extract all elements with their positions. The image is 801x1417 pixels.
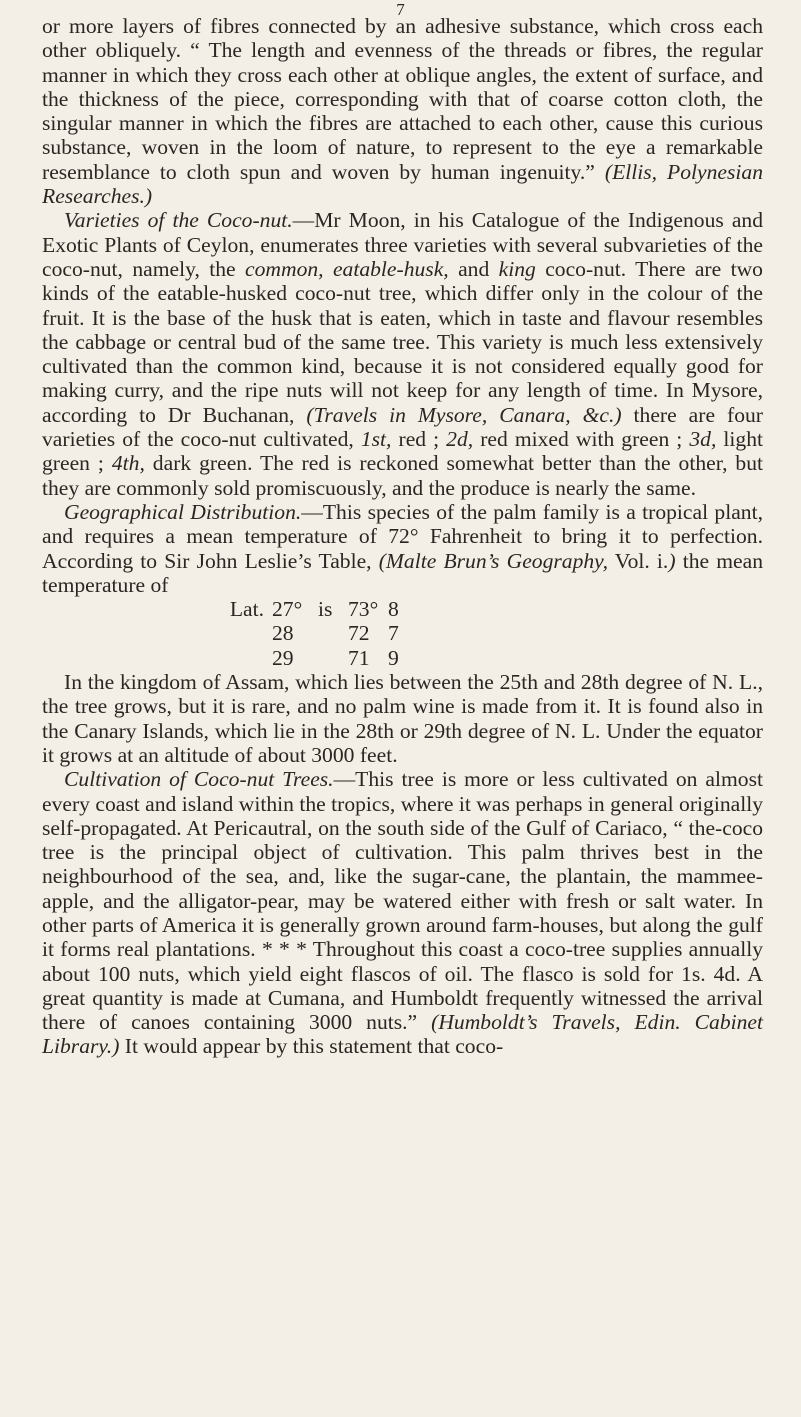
temperature-value: 71 xyxy=(348,645,370,670)
temperature-fraction: 9 xyxy=(388,645,399,670)
distribution-text-b: the mean temperature of xyxy=(42,548,763,597)
temperature-table xyxy=(42,597,763,670)
heading-distribution: Geographical Distribution. xyxy=(64,499,302,524)
body-text xyxy=(42,14,763,1059)
ordinal-2d: 2d, xyxy=(446,427,474,452)
heading-cultivation: Cultivation of Coco-nut Trees. xyxy=(64,767,334,792)
temperature-value: 72 xyxy=(348,621,370,646)
temperature-fraction: 7 xyxy=(388,621,399,646)
page-number: 7 xyxy=(396,0,405,19)
varieties-text-b: coco-nut. There are two kinds of the eatable-husked coco-nut tree, which differ only in the colour of the fruit. It is the base of the husk that is eaten, which in taste and flavour resembles the cabbage or central bud of the same tree. This variety is much less extensively cultivated than the common kind, because it is not considered equally good for making curry, and the ripe nuts will not keep for any length of time. In Mysore, according to Dr Buchanan, xyxy=(42,256,763,427)
citation-malte-brun: (Malte Brun’s Geography, xyxy=(378,548,608,573)
paragraph-assam xyxy=(42,670,763,767)
ordinal-1st: 1st, xyxy=(360,427,392,452)
varieties-text-a: —Mr Moon, in his Catalogue of the Indigenous and Exotic Plants of Ceylon, enumerates three varieties with several subvarieties of the coco-nut, namely, the xyxy=(42,208,763,281)
varieties-and: and xyxy=(448,256,499,281)
variety-red-green: red mixed with green ; xyxy=(473,427,690,452)
distribution-text-a: —This species of the palm family is a tropical plant, and requires a mean temperature of 72° Fahrenheit to bring it to perfection. According to Sir John Leslie’s Table, xyxy=(42,499,763,573)
temperature-row xyxy=(42,646,763,670)
varieties-text-d: dark green. The red is reckoned somewhat better than the other, but they are commonly sold promiscuously, and the produce is nearly the same. xyxy=(42,451,764,500)
citation-ellis: (Ellis, Polynesian Researches.) xyxy=(42,159,763,209)
temperature-value: 73° xyxy=(348,597,379,622)
variety-light-green: light green ; xyxy=(42,427,763,476)
temperature-row xyxy=(42,597,763,621)
term-king: king xyxy=(498,256,536,281)
citation-close: ) xyxy=(668,548,676,573)
paragraph-distribution xyxy=(42,500,763,597)
ordinal-4th: 4th, xyxy=(111,451,145,476)
variety-red: red ; xyxy=(391,427,447,452)
paragraph-fibres xyxy=(42,14,763,208)
paragraph-cultivation xyxy=(42,767,763,1059)
temperature-row xyxy=(42,621,763,645)
citation-travels: (Travels in Mysore, Canara, &c.) xyxy=(306,402,622,427)
is-word: is xyxy=(318,597,333,622)
citation-volume: Vol. i. xyxy=(607,548,669,573)
varieties-text-c: there are four varieties of the coco-nut cultivated, xyxy=(42,402,763,452)
citation-humboldt: (Humboldt’s Travels, Edin. Cabinet Library.) xyxy=(42,1010,763,1059)
ordinal-3d: 3d, xyxy=(689,427,717,452)
latitude-value: 29 xyxy=(272,645,294,670)
temperature-fraction: 8 xyxy=(388,597,399,622)
cultivation-text-b: It would appear by this statement that coco- xyxy=(119,1034,504,1059)
term-common-eatable: common, eatable-husk, xyxy=(245,256,449,281)
cultivation-text-a: —This tree is more or less cultivated on almost every coast and island within the tropics, where it was perhaps in general originally self-propagated. At Pericautral, on the south side of the Gulf of Cariaco, “ the-coco tree is the principal object of cultivation. This palm thrives best in the neighbourhood of the sea, and, like the sugar-cane, the plantain, the mammee-apple, and the alligator-pear, may be watered either with fresh or salt water. In other parts of America it is generally grown around farm-houses, but along the gulf it forms real plantations. * * * Throughout this coast a coco-tree supplies annually about 100 nuts, which yield eight flascos of oil. The flasco is sold for 1s. 4d. A great quantity is made at Cumana, and Humboldt frequently witnessed the arrival there of canoes containing 3000 nuts.” xyxy=(42,767,763,1035)
fibres-text: or more layers of fibres connected by an adhesive substance, which cross each other obliquely. “ The length and evenness of the threads or fibres, the regular manner in which they cross each other at oblique angles, the extent of surface, and the thickness of the piece, corresponding with that of coarse cotton cloth, the singular manner in which the fibres are attached to each other, cause this curious substance, woven in the loom of nature, to represent to the eye a remarkable resemblance to cloth spun and woven by human ingenuity.” xyxy=(42,14,763,184)
assam-text: In the kingdom of Assam, which lies between the 25th and 28th degree of N. L., the tree grows, but it is rare, and no palm wine is made from it. It is found also in the Canary Islands, which lie in the 28th or 29th degree of N. L. Under the equator it grows at an altitude of about 3000 feet. xyxy=(42,670,763,767)
heading-varieties: Varieties of the Coco-nut. xyxy=(64,208,293,233)
latitude-value: 27° xyxy=(272,597,303,622)
paragraph-varieties xyxy=(42,208,763,500)
lat-label: Lat. xyxy=(229,597,264,622)
latitude-value: 28 xyxy=(272,621,294,646)
